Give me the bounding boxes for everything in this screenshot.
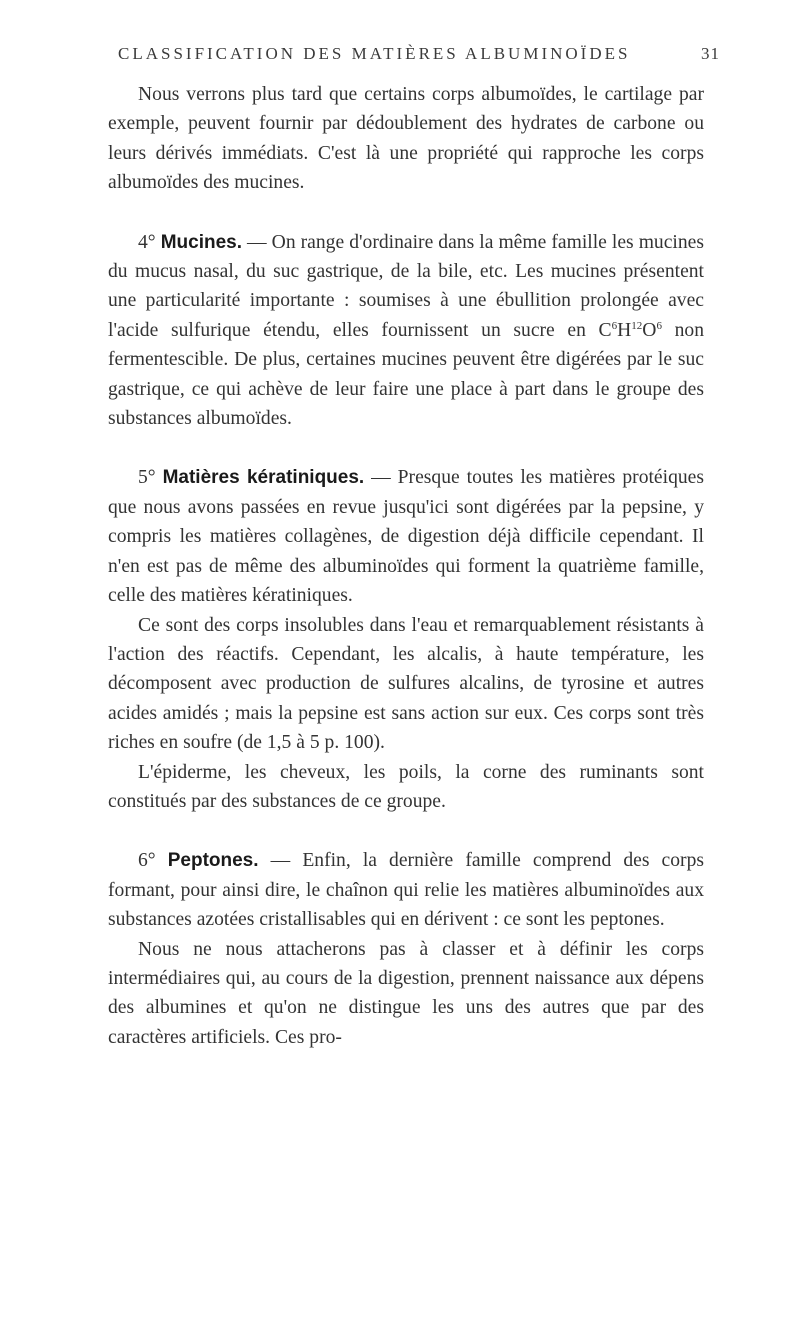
running-head-title: CLASSIFICATION DES MATIÈRES ALBUMINOÏDES bbox=[118, 44, 631, 63]
keratiniques-text: — Presque toutes les matières protéiques que nous avons passées en revue jusqu'ici sont digérées par la pepsine, y compris les matières collagènes, de digestion déjà difficile cependant. Il n'en est pas de même des albuminoïdes qui forment la quatrième famille, celle des matières kératiniques. bbox=[108, 467, 704, 607]
paragraph-keratin-examples: L'épiderme, les cheveux, les poils, la corne des ruminants sont constitués par des substances de ce groupe. bbox=[108, 761, 704, 812]
section-heading-peptones: Peptones. bbox=[167, 850, 259, 872]
formula-h: H bbox=[617, 319, 632, 341]
section-mucines bbox=[108, 228, 704, 434]
mucines-text-part1: — On range d'ordinaire dans la même famille les mucines du mucus nasal, du suc gastrique, de la bile, etc. Les mucines présentent une particularité importante : soumises à une ébullition prolongée avec l'acide sulfurique étendu, elles fournissent un sucre en C bbox=[108, 231, 704, 341]
section-keratiniques bbox=[108, 463, 704, 610]
peptones-text: — Enfin, la dernière famille comprend des corps formant, pour ainsi dire, le chaînon qui relie les matières albuminoïdes aux substances azotées cristallisables qui en dérivent : ce sont les peptones. bbox=[108, 850, 704, 931]
running-head bbox=[108, 44, 720, 80]
formula-h-subscript: 12 bbox=[631, 319, 643, 332]
paragraph-intermediates: Nous ne nous attacherons pas à classer et à définir les corps intermédiaires qui, au cours de la digestion, prennent naissance aux dépens des albumines et qu'on ne distingue les uns des autres que par des caractères artificiels. Ces pro- bbox=[108, 938, 704, 1048]
section-number: 6° bbox=[138, 850, 156, 872]
paragraph-keratin-properties: Ce sont des corps insolubles dans l'eau et remarquablement résistants à l'action des réactifs. Cependant, les alcalis, à haute température, les décomposent avec production de sulfures alcalins, de tyrosine et autres acides amidés ; mais la pepsine est sans action sur eux. Ces corps sont très riches en soufre (de 1,5 à 5 p. 100). bbox=[108, 614, 704, 754]
formula-o-subscript: 6 bbox=[656, 319, 662, 332]
page-number: 31 bbox=[701, 44, 720, 63]
mucines-text-part2: non fermentescible. De plus, certaines mucines peuvent être digérées par le suc gastrique, ce qui achève de leur faire une place à part dans le groupe des substances albumoïdes. bbox=[108, 319, 704, 430]
formula-c-subscript: 6 bbox=[611, 319, 618, 332]
book-page bbox=[108, 44, 720, 1052]
section-peptones bbox=[108, 846, 704, 934]
section-number: 4° bbox=[138, 231, 156, 253]
section-heading-keratiniques: Matières kératiniques. bbox=[162, 467, 365, 489]
section-heading-mucines: Mucines. bbox=[160, 231, 242, 253]
section-number: 5° bbox=[138, 467, 156, 489]
paragraph-albumoides-intro: Nous verrons plus tard que certains corps albumoïdes, le cartilage par exemple, peuvent fournir par dédoublement des hydrates de carbone ou leurs dérivés immédiats. C'est là une propriété qui rapproche les corps albumoïdes des mucines. bbox=[108, 84, 704, 194]
formula-o: O bbox=[642, 319, 657, 341]
